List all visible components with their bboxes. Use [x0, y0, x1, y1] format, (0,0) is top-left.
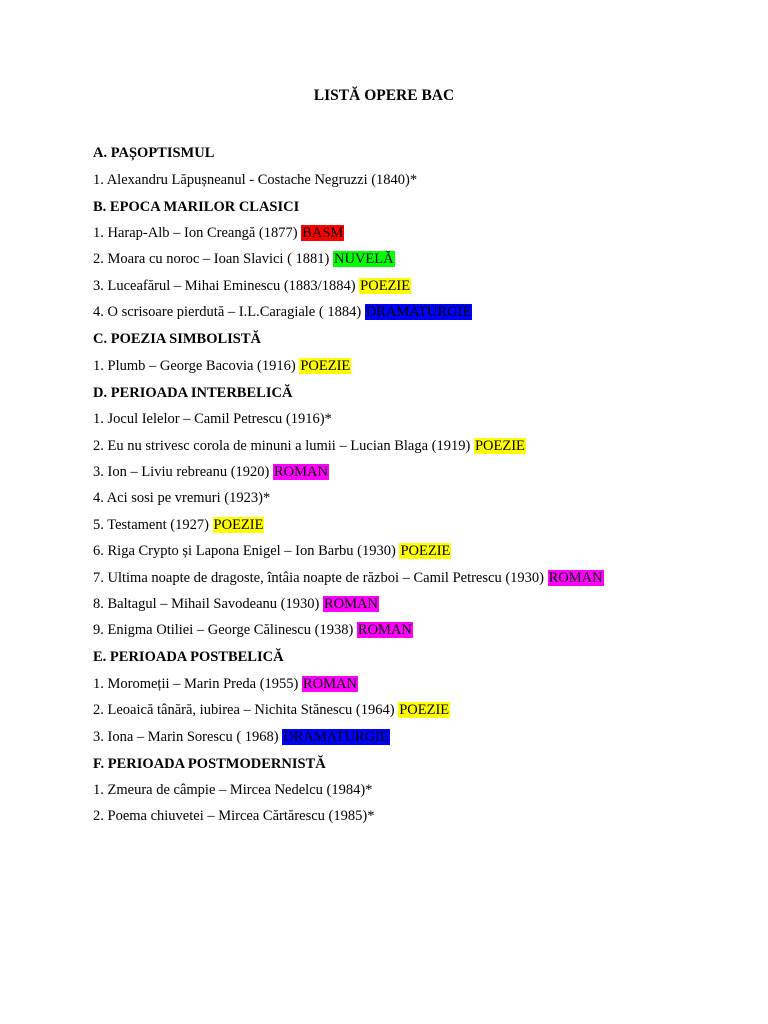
page-title: LISTĂ OPERE BAC — [313, 87, 455, 104]
list-item — [93, 464, 713, 481]
genre-tag: POEZIE — [400, 543, 451, 560]
work-title: 1. Moromeții – Marin Preda (1955) — [93, 675, 303, 692]
genre-tag: POEZIE — [213, 516, 264, 533]
work-title: 4. Aci sosi pe vremuri (1923)* — [93, 490, 271, 507]
works-list — [93, 145, 713, 835]
list-item — [93, 517, 713, 534]
work-title: 5. Testament (1927) — [93, 516, 213, 533]
work-title: 3. Iona – Marin Sorescu ( 1968) — [93, 728, 283, 745]
work-title: 8. Baltagul – Mihail Savodeanu (1930) — [93, 595, 323, 612]
genre-tag: POEZIE — [360, 277, 411, 294]
genre-tag: NUVELĂ — [334, 251, 394, 268]
work-title: 2. Moara cu noroc – Ioan Slavici ( 1881) — [93, 251, 333, 268]
work-title: 1. Jocul Ielelor – Camil Petrescu (1916)* — [93, 411, 332, 428]
list-item — [93, 782, 713, 799]
section-heading: C. POEZIA SIMBOLISTĂ — [93, 331, 262, 348]
genre-tag: POEZIE — [474, 437, 525, 454]
list-item — [93, 251, 713, 268]
work-title: 6. Riga Crypto și Lapona Enigel – Ion Barbu (1930) — [93, 543, 400, 560]
genre-tag: ROMAN — [274, 463, 328, 480]
work-title: 3. Ion – Liviu rebreanu (1920) — [93, 463, 273, 480]
section-heading: A. PAȘOPTISMUL — [93, 145, 215, 161]
work-title: 4. O scrisoare pierdută – I.L.Caragiale ( 1884) — [93, 304, 365, 321]
list-item — [93, 702, 713, 719]
section — [93, 145, 713, 189]
list-item — [93, 172, 713, 189]
genre-tag: DRAMATURGIE — [283, 728, 389, 745]
list-item — [93, 543, 713, 560]
genre-tag: BASM — [302, 225, 344, 241]
genre-tag: ROMAN — [323, 595, 378, 612]
list-item — [93, 225, 713, 242]
work-title: 1. Zmeura de câmpie – Mircea Nedelcu (1984)* — [93, 782, 373, 799]
work-title: 2. Leoaică tânără, iubirea – Nichita Stănescu (1964) — [93, 702, 399, 719]
work-title: 1. Plumb – George Bacovia (1916) — [93, 357, 300, 374]
genre-tag: ROMAN — [357, 622, 412, 639]
work-title: 9. Enigma Otiliei – George Călinescu (1938) — [93, 622, 357, 639]
work-title: 2. Poema chiuvetei – Mircea Cărtărescu (1985)* — [93, 808, 375, 825]
list-item — [93, 570, 713, 587]
section-heading: B. EPOCA MARILOR CLASICI — [93, 198, 300, 215]
section — [93, 331, 713, 375]
section-heading: D. PERIOADA INTERBELICĂ — [93, 384, 293, 401]
list-item — [93, 358, 713, 375]
section — [93, 649, 713, 745]
genre-tag: POEZIE — [399, 702, 450, 719]
work-title: 3. Luceafărul – Mihai Eminescu (1883/1884) — [93, 277, 360, 294]
work-title: 1. Alexandru Lăpușneanul - Costache Negruzzi (1840)* — [93, 171, 418, 188]
genre-tag: DRAMATURGIE — [365, 304, 472, 321]
section-heading: E. PERIOADA POSTBELICĂ — [93, 649, 284, 666]
section — [93, 756, 713, 826]
list-item — [93, 622, 713, 639]
section-heading: F. PERIOADA POSTMODERNISTĂ — [93, 755, 326, 772]
list-item — [93, 278, 713, 295]
list-item — [93, 729, 713, 746]
list-item — [93, 808, 713, 825]
list-item — [93, 438, 713, 455]
work-title: 7. Ultima noapte de dragoste, întâia noapte de război – Camil Petrescu (1930) — [93, 569, 548, 586]
work-title: 1. Harap-Alb – Ion Creangă (1877) — [93, 225, 302, 241]
work-title: 2. Eu nu strivesc corola de minuni a lumii – Lucian Blaga (1919) — [93, 437, 474, 454]
list-item — [93, 676, 713, 693]
list-item — [93, 411, 713, 428]
list-item — [93, 596, 713, 613]
genre-tag: ROMAN — [548, 569, 603, 586]
genre-tag: ROMAN — [303, 675, 357, 692]
genre-tag: POEZIE — [300, 357, 351, 374]
section — [93, 199, 713, 322]
list-item — [93, 304, 713, 321]
section — [93, 385, 713, 640]
list-item — [93, 490, 713, 507]
